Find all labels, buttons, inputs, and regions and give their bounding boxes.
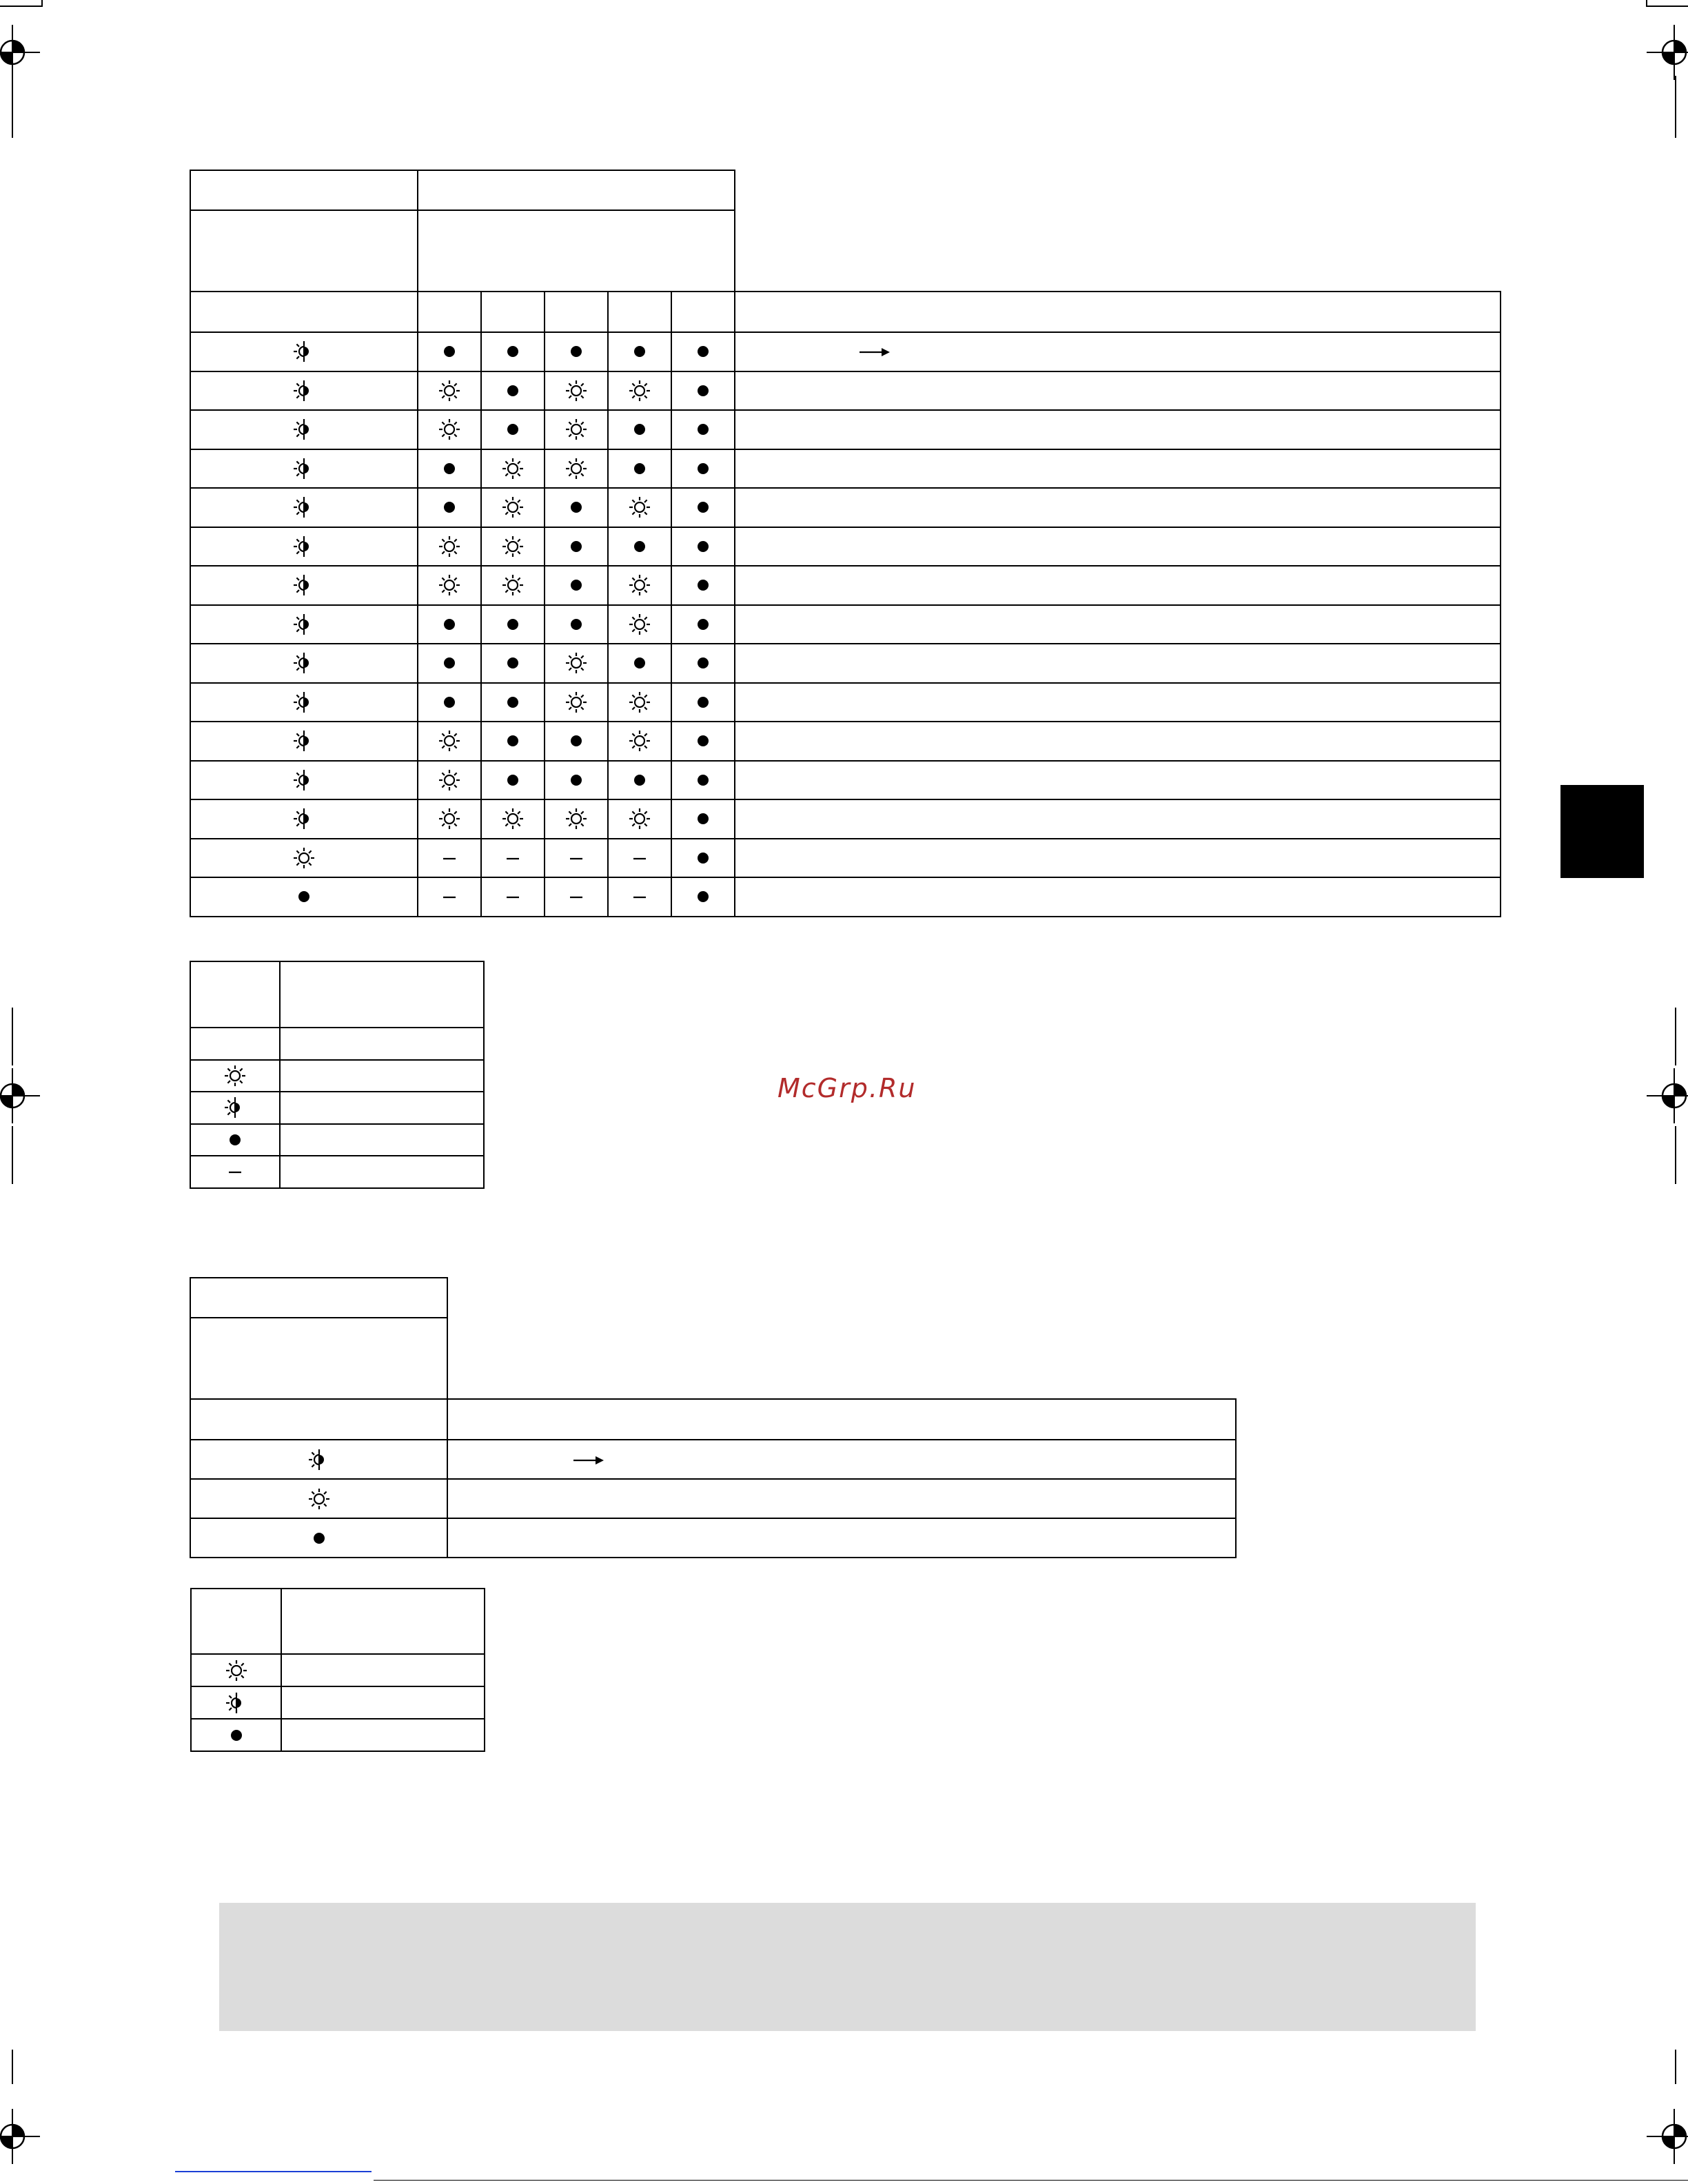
legend-text-cell bbox=[281, 1686, 485, 1719]
dot-icon bbox=[695, 695, 711, 710]
legend-row bbox=[191, 1654, 485, 1686]
state-cell bbox=[608, 605, 671, 644]
dot-icon bbox=[695, 578, 711, 593]
half-sun-icon bbox=[292, 340, 316, 363]
dot-icon bbox=[695, 500, 711, 515]
state-cell bbox=[608, 761, 671, 800]
state-cell bbox=[608, 566, 671, 605]
table-row bbox=[190, 1440, 1236, 1479]
legend-row bbox=[190, 1124, 484, 1156]
description-cell bbox=[735, 566, 1501, 605]
dot-icon bbox=[569, 733, 584, 748]
description-cell bbox=[735, 877, 1501, 917]
state-cell bbox=[608, 449, 671, 489]
table-row bbox=[190, 527, 1501, 567]
sun-icon bbox=[565, 651, 588, 675]
mode-cell bbox=[190, 371, 418, 411]
sun-icon bbox=[565, 457, 588, 480]
sun-icon bbox=[438, 807, 461, 830]
dot-icon bbox=[296, 889, 312, 904]
mode-cell bbox=[190, 799, 418, 839]
description-cell bbox=[447, 1479, 1236, 1518]
dot-icon bbox=[442, 695, 457, 710]
table-header-cell bbox=[481, 292, 545, 332]
legend-row bbox=[191, 1686, 485, 1719]
legend-row bbox=[191, 1719, 485, 1751]
dot-icon bbox=[442, 500, 457, 515]
sun-icon bbox=[438, 418, 461, 441]
description-cell bbox=[735, 839, 1501, 878]
table-row bbox=[190, 877, 1501, 917]
dot-icon bbox=[505, 422, 520, 437]
table-row bbox=[190, 799, 1501, 839]
legend-text-cell bbox=[280, 1156, 484, 1188]
registration-mark-icon bbox=[0, 1068, 40, 1123]
state-cell bbox=[608, 644, 671, 683]
mode-cell bbox=[190, 644, 418, 683]
state-cell bbox=[481, 761, 545, 800]
state-cell bbox=[608, 527, 671, 567]
sun-icon bbox=[438, 379, 461, 402]
state-cell bbox=[608, 488, 671, 527]
sun-icon bbox=[438, 729, 461, 753]
mode-cell bbox=[190, 761, 418, 800]
description-cell bbox=[735, 644, 1501, 683]
table-row bbox=[190, 410, 1501, 449]
sun-icon bbox=[565, 691, 588, 714]
legend-row bbox=[190, 1156, 484, 1188]
half-sun-icon bbox=[292, 573, 316, 597]
half-sun-icon bbox=[292, 768, 316, 792]
table-header-cell bbox=[190, 1399, 447, 1440]
legend-header-cell bbox=[191, 1589, 281, 1654]
state-cell bbox=[608, 410, 671, 449]
dot-icon bbox=[632, 655, 647, 671]
state-cell bbox=[545, 371, 608, 411]
state-cell bbox=[545, 683, 608, 722]
state-cell bbox=[671, 722, 735, 761]
state-cell bbox=[481, 644, 545, 683]
state-cell bbox=[418, 644, 481, 683]
dot-icon bbox=[695, 344, 711, 359]
sun-icon bbox=[501, 807, 525, 830]
state-cell bbox=[545, 488, 608, 527]
dot-icon bbox=[695, 655, 711, 671]
state-cell bbox=[671, 332, 735, 371]
state-cell bbox=[671, 371, 735, 411]
legend-header-cell bbox=[190, 961, 280, 1028]
state-cell bbox=[481, 722, 545, 761]
state-cell bbox=[418, 877, 481, 917]
legend-symbol-cell bbox=[190, 1124, 280, 1156]
mode-cell bbox=[190, 839, 418, 878]
dot-icon bbox=[695, 617, 711, 632]
dot-icon bbox=[695, 889, 711, 904]
state-cell bbox=[481, 527, 545, 567]
state-cell bbox=[481, 371, 545, 411]
legend-text-cell bbox=[280, 1124, 484, 1156]
description-cell bbox=[735, 722, 1501, 761]
state-cell bbox=[608, 371, 671, 411]
legend-text-cell bbox=[281, 1719, 485, 1751]
dash-icon bbox=[443, 857, 456, 861]
table-header-cell bbox=[735, 292, 1501, 332]
state-cell bbox=[545, 449, 608, 489]
sun-icon bbox=[307, 1487, 331, 1511]
sun-icon bbox=[565, 418, 588, 441]
state-cell bbox=[418, 488, 481, 527]
half-sun-icon bbox=[292, 457, 316, 480]
sun-icon bbox=[223, 1064, 247, 1088]
mode-cell bbox=[190, 1518, 447, 1558]
dot-icon bbox=[442, 617, 457, 632]
description-cell bbox=[735, 683, 1501, 722]
table-row bbox=[190, 1518, 1236, 1558]
table-row bbox=[190, 839, 1501, 878]
legend-table-2 bbox=[190, 1588, 485, 1752]
mode-cell bbox=[190, 683, 418, 722]
table-row bbox=[190, 722, 1501, 761]
dot-icon bbox=[442, 461, 457, 476]
table-header-cell bbox=[190, 210, 418, 292]
registration-mark-icon bbox=[0, 2109, 40, 2164]
state-cell bbox=[671, 488, 735, 527]
state-cell bbox=[671, 761, 735, 800]
table-row bbox=[190, 371, 1501, 411]
state-cell bbox=[418, 332, 481, 371]
footer-rule bbox=[374, 2180, 1688, 2181]
state-cell bbox=[545, 410, 608, 449]
legend-table-1 bbox=[190, 961, 485, 1189]
dot-icon bbox=[695, 733, 711, 748]
state-cell bbox=[608, 332, 671, 371]
description-cell bbox=[735, 761, 1501, 800]
dot-icon bbox=[505, 733, 520, 748]
dot-icon bbox=[505, 773, 520, 788]
state-cell bbox=[481, 683, 545, 722]
registration-mark-icon bbox=[1647, 1068, 1688, 1123]
state-cell bbox=[545, 799, 608, 839]
dot-icon bbox=[632, 773, 647, 788]
half-sun-icon bbox=[223, 1096, 247, 1119]
table-header-cell bbox=[608, 292, 671, 332]
dash-icon bbox=[443, 895, 456, 899]
state-cell bbox=[481, 332, 545, 371]
note-box bbox=[219, 1903, 1476, 2031]
state-cell bbox=[671, 527, 735, 567]
legend-row bbox=[190, 1028, 484, 1060]
table-row bbox=[190, 449, 1501, 489]
description-cell bbox=[735, 332, 1501, 371]
indicator-table-main bbox=[190, 170, 1501, 917]
table-row bbox=[190, 644, 1501, 683]
table-header-cell bbox=[418, 170, 735, 210]
dot-icon bbox=[569, 773, 584, 788]
state-cell bbox=[418, 722, 481, 761]
dot-icon bbox=[632, 344, 647, 359]
dot-icon bbox=[505, 617, 520, 632]
state-cell bbox=[418, 761, 481, 800]
state-cell bbox=[608, 839, 671, 878]
state-cell bbox=[418, 527, 481, 567]
legend-text-cell bbox=[280, 1092, 484, 1124]
mode-cell bbox=[190, 449, 418, 489]
description-cell bbox=[735, 799, 1501, 839]
legend-text-cell bbox=[280, 1028, 484, 1060]
dash-icon bbox=[633, 857, 647, 861]
dot-icon bbox=[632, 539, 647, 554]
mode-cell bbox=[190, 1479, 447, 1518]
dash-icon bbox=[569, 895, 583, 899]
state-cell bbox=[418, 839, 481, 878]
dash-icon bbox=[228, 1170, 242, 1174]
dash-icon bbox=[569, 857, 583, 861]
description-cell bbox=[735, 527, 1501, 567]
dash-icon bbox=[506, 895, 520, 899]
sun-icon bbox=[565, 807, 588, 830]
sun-icon bbox=[225, 1659, 248, 1682]
state-cell bbox=[608, 683, 671, 722]
arrow-right-icon bbox=[573, 1456, 604, 1465]
dot-icon bbox=[695, 811, 711, 826]
dot-icon bbox=[695, 461, 711, 476]
legend-symbol-cell bbox=[191, 1719, 281, 1751]
table-header-cell bbox=[190, 170, 418, 210]
dot-icon bbox=[695, 773, 711, 788]
mode-cell bbox=[190, 1440, 447, 1479]
registration-mark-icon bbox=[1647, 2109, 1688, 2164]
dot-icon bbox=[505, 655, 520, 671]
state-cell bbox=[608, 799, 671, 839]
dot-icon bbox=[227, 1132, 243, 1147]
state-cell bbox=[418, 410, 481, 449]
table-row bbox=[190, 761, 1501, 800]
state-cell bbox=[418, 449, 481, 489]
state-cell bbox=[545, 877, 608, 917]
dot-icon bbox=[569, 617, 584, 632]
state-cell bbox=[545, 644, 608, 683]
table-row bbox=[190, 1479, 1236, 1518]
watermark-text: McGrp.Ru bbox=[777, 1073, 917, 1103]
dot-icon bbox=[695, 539, 711, 554]
state-cell bbox=[481, 410, 545, 449]
mode-cell bbox=[190, 566, 418, 605]
section-tab-marker bbox=[1560, 785, 1644, 878]
table-row bbox=[190, 683, 1501, 722]
state-cell bbox=[545, 566, 608, 605]
registration-mark-icon bbox=[0, 25, 40, 80]
mode-cell bbox=[190, 332, 418, 371]
description-cell bbox=[735, 371, 1501, 411]
sun-icon bbox=[628, 613, 651, 636]
table-header-cell bbox=[447, 1399, 1236, 1440]
legend-symbol-cell bbox=[191, 1686, 281, 1719]
state-cell bbox=[481, 566, 545, 605]
legend-symbol-cell bbox=[190, 1156, 280, 1188]
description-cell bbox=[735, 449, 1501, 489]
table-row bbox=[190, 566, 1501, 605]
dot-icon bbox=[505, 695, 520, 710]
dot-icon bbox=[695, 422, 711, 437]
half-sun-icon bbox=[292, 418, 316, 441]
sun-icon bbox=[501, 573, 525, 597]
sun-icon bbox=[565, 379, 588, 402]
mode-cell bbox=[190, 877, 418, 917]
sun-icon bbox=[501, 457, 525, 480]
dot-icon bbox=[229, 1728, 244, 1743]
state-cell bbox=[608, 877, 671, 917]
legend-text-cell bbox=[280, 1060, 484, 1092]
state-cell bbox=[671, 449, 735, 489]
sun-icon bbox=[628, 691, 651, 714]
table-header-cell bbox=[545, 292, 608, 332]
sun-icon bbox=[501, 535, 525, 558]
dot-icon bbox=[312, 1531, 327, 1546]
state-cell bbox=[608, 722, 671, 761]
table-row bbox=[190, 605, 1501, 644]
sun-icon bbox=[628, 807, 651, 830]
state-cell bbox=[545, 839, 608, 878]
legend-text-cell bbox=[281, 1654, 485, 1686]
table-header-cell bbox=[190, 292, 418, 332]
dash-icon bbox=[506, 857, 520, 861]
dot-icon bbox=[569, 500, 584, 515]
state-cell bbox=[481, 605, 545, 644]
half-sun-icon bbox=[292, 691, 316, 714]
table-header-cell bbox=[190, 1318, 447, 1399]
half-sun-icon bbox=[307, 1448, 331, 1471]
half-sun-icon bbox=[292, 651, 316, 675]
half-sun-icon bbox=[292, 496, 316, 519]
arrow-right-icon bbox=[860, 347, 890, 357]
table-row bbox=[190, 332, 1501, 371]
state-cell bbox=[481, 839, 545, 878]
half-sun-icon bbox=[292, 613, 316, 636]
state-cell bbox=[671, 566, 735, 605]
dot-icon bbox=[695, 850, 711, 866]
dot-icon bbox=[632, 422, 647, 437]
table-header-cell bbox=[418, 292, 481, 332]
state-cell bbox=[671, 644, 735, 683]
mode-cell bbox=[190, 488, 418, 527]
state-cell bbox=[481, 488, 545, 527]
state-cell bbox=[418, 371, 481, 411]
registration-mark-icon bbox=[1647, 25, 1688, 80]
state-cell bbox=[545, 332, 608, 371]
state-cell bbox=[418, 605, 481, 644]
description-cell bbox=[735, 410, 1501, 449]
state-cell bbox=[481, 799, 545, 839]
table-header-cell bbox=[190, 1278, 447, 1318]
legend-symbol-cell bbox=[190, 1028, 280, 1060]
dash-icon bbox=[633, 895, 647, 899]
table-row bbox=[190, 488, 1501, 527]
half-sun-icon bbox=[292, 535, 316, 558]
state-cell bbox=[418, 683, 481, 722]
state-cell bbox=[545, 761, 608, 800]
dot-icon bbox=[632, 461, 647, 476]
state-cell bbox=[671, 799, 735, 839]
state-cell bbox=[418, 566, 481, 605]
sun-icon bbox=[438, 768, 461, 792]
legend-symbol-cell bbox=[191, 1654, 281, 1686]
state-cell bbox=[671, 839, 735, 878]
state-cell bbox=[671, 605, 735, 644]
sun-icon bbox=[438, 535, 461, 558]
state-cell bbox=[545, 527, 608, 567]
mode-cell bbox=[190, 527, 418, 567]
half-sun-icon bbox=[292, 379, 316, 402]
legend-symbol-cell bbox=[190, 1092, 280, 1124]
dot-icon bbox=[569, 578, 584, 593]
description-cell bbox=[447, 1518, 1236, 1558]
legend-row bbox=[190, 1092, 484, 1124]
state-cell bbox=[671, 877, 735, 917]
table-header-cell bbox=[418, 210, 735, 292]
sun-icon bbox=[628, 729, 651, 753]
dot-icon bbox=[442, 344, 457, 359]
state-cell bbox=[545, 605, 608, 644]
table-header-cell bbox=[671, 292, 735, 332]
mode-cell bbox=[190, 605, 418, 644]
half-sun-icon bbox=[292, 807, 316, 830]
legend-symbol-cell bbox=[190, 1060, 280, 1092]
half-sun-icon bbox=[292, 729, 316, 753]
sun-icon bbox=[628, 573, 651, 597]
dot-icon bbox=[569, 539, 584, 554]
indicator-table-secondary bbox=[190, 1277, 1237, 1558]
dot-icon bbox=[695, 383, 711, 398]
state-cell bbox=[671, 410, 735, 449]
dot-icon bbox=[505, 383, 520, 398]
state-cell bbox=[481, 877, 545, 917]
legend-header-cell bbox=[281, 1589, 485, 1654]
mode-cell bbox=[190, 722, 418, 761]
state-cell bbox=[545, 722, 608, 761]
state-cell bbox=[671, 683, 735, 722]
sun-icon bbox=[628, 496, 651, 519]
description-cell bbox=[447, 1440, 1236, 1479]
footer-link-underline[interactable] bbox=[175, 2171, 372, 2172]
half-sun-icon bbox=[225, 1691, 248, 1715]
dot-icon bbox=[505, 344, 520, 359]
dot-icon bbox=[569, 344, 584, 359]
description-cell bbox=[735, 488, 1501, 527]
description-cell bbox=[735, 605, 1501, 644]
sun-icon bbox=[292, 846, 316, 870]
legend-row bbox=[190, 1060, 484, 1092]
mode-cell bbox=[190, 410, 418, 449]
legend-header-cell bbox=[280, 961, 484, 1028]
sun-icon bbox=[438, 573, 461, 597]
sun-icon bbox=[501, 496, 525, 519]
state-cell bbox=[418, 799, 481, 839]
sun-icon bbox=[628, 379, 651, 402]
state-cell bbox=[481, 449, 545, 489]
dot-icon bbox=[442, 655, 457, 671]
